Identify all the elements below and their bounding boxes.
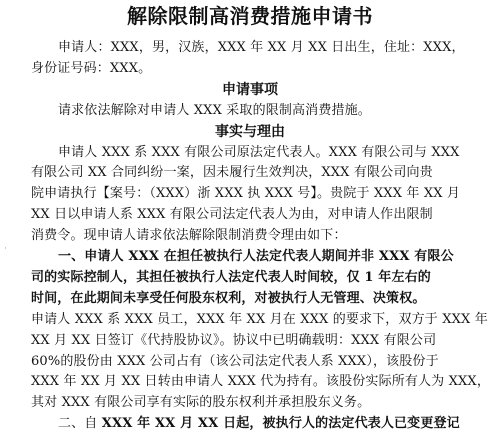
reason-1-bold-line: 司的实际控制人，其担任被执行人法定代表人时间较，仅 1 年左右的 [31,269,431,285]
reason-1-detail-line: 其对 XXX 有限公司享有实际的股东权利并承担股东义务。 [31,395,371,411]
reason-1-detail-line: 60%的股份由 XXX 公司占有（该公司法定代表人系 XXX），该股份于 [31,353,439,369]
request-line: 请求依法解除对申请人 XXX 采取的限制高消费措施。 [58,102,371,118]
reason-1-detail-line: XXX 年 XX 月 XX 日转由申请人 XXX 代为持有。该股份实际所有人为 XXX， [31,374,490,390]
facts-paragraph-line: 申请人 XXX 系 XXX 有限公司原法定代表人。XXX 有限公司与 XXX [58,144,460,160]
document-title: 解除限制高消费措施申请书 [127,4,373,28]
reason-1-detail-line: 申请人 XXX 系 XXX 员工，XXX 年 XX 月在 XXX 的要求下，双方于 XXX 年 [31,311,488,327]
reason-1-bold-line: 一、申请人 XXX 在担任被执行人法定代表人期间并非 XXX 有限公 [58,249,454,264]
reason-1-detail-line: XX 月 XX 日签订《代持股协议》。协议中已明确载明：XXX 有限公司 [31,332,437,348]
section-request-heading: 申请事项 [222,81,278,98]
reason-2-prefix: 二、自 [58,416,102,432]
section-facts-heading: 事实与理由 [215,123,285,140]
reason-2-line [58,415,460,433]
facts-paragraph-line: XX 日以申请人系 XXX 有限公司法定代表人为由，对申请人作出限制 [31,207,433,223]
reason-2-bold: XXX 年 XX 月 XX 日起，被执行人的法定代表人已变更登记 [101,416,460,432]
facts-paragraph-line: 有限公司 XX 合同纠纷一案，因未履行生效判决，XXX 有限公司向贵 [31,165,433,181]
applicant-line-2: 身份证号码：XXX。 [31,60,152,76]
reason-1-bold-line: 时间，在此期间未享受任何股东权利，对被执行人无管理、决策权。 [31,290,426,306]
facts-paragraph-line: 消费令。现申请人请求依法解除限制消费令理由如下： [31,228,347,244]
margin-marker: · [4,244,7,254]
facts-paragraph-line: 院申请执行【案号：（XXX）浙 XXX 执 XXX 号】。贵院于 XXX 年 XX 月 [31,186,461,202]
applicant-line-1: 申请人：XXX，男，汉族，XXX 年 XX 月 XX 日出生，住址：XXX， [58,40,465,55]
